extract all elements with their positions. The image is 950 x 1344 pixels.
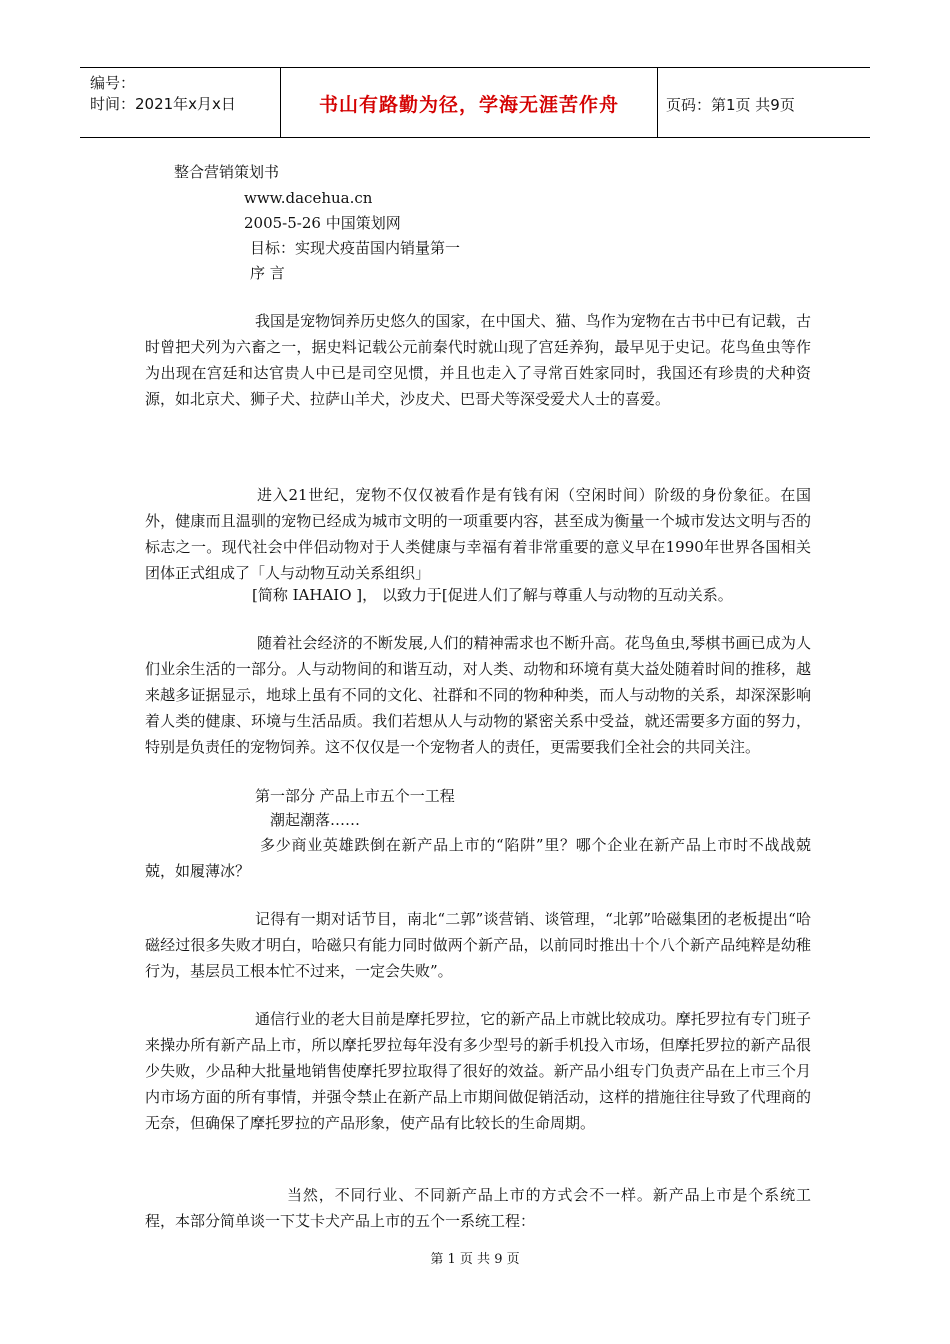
document-header	[80, 67, 870, 138]
motto-text: 书山有路勤为径，学海无涯苦作舟	[318, 94, 619, 116]
paragraph-4: 多少商业英雄跌倒在新产品上市的“陷阱”里？哪个企业在新产品上市时不战战兢兢，如履薄冰？	[145, 836, 811, 880]
paragraph-1: 我国是宠物饲养历史悠久的国家，在中国犬、猫、鸟作为宠物在古书中已有记载，古时曾把犬列为六畜之一，据史料记载公元前秦代时就山现了宫廷养狗，最早见于史记。花鸟鱼虫等作为出现在宫廷和达官贵人中已是司空见惯，并且也走入了寻常百姓家同时，我国还有珍贵的犬种资源，如北京犬、狮子犬、拉萨山羊犬，沙皮犬、巴哥犬等深受爱犬人士的喜爱。	[145, 312, 811, 408]
paragraph-7: 当然，不同行业、不同新产品上市的方式会不一样。新产品上市是个系统工程，本部分简单谈一下艾卡犬产品上市的五个一系统工程：	[145, 1186, 811, 1230]
paragraph-5: 记得有一期对话节目，南北“二郭”谈营销、谈管理，“北郭”哈磁集团的老板提出“哈磁经过很多失败才明白，哈磁只有能力同时做两个新产品，以前同时推出十个八个新产品纯粹是幼稚行为，基层员工根本忙不过来，一定会失败”。	[145, 910, 811, 980]
preface-heading: 序 言	[250, 264, 285, 282]
date-label: 时间：2021年x月x日	[90, 95, 236, 113]
part-one-heading: 第一部分 产品上市五个一工程	[255, 787, 455, 805]
header-info-cell	[80, 68, 281, 137]
number-label: 编号：	[90, 74, 136, 92]
subtitle: 潮起潮落……	[270, 811, 361, 829]
doc-source: 2005-5-26 中国策划网	[244, 214, 401, 232]
header-motto-cell	[281, 68, 658, 137]
paragraph-2-note: [简称 IAHAIO ]， 以致力于[促进人们了解与尊重人与动物的互动关系。	[252, 586, 733, 604]
paragraph-6: 通信行业的老大目前是摩托罗拉，它的新产品上市就比较成功。摩托罗拉有专门班子来操办所有新产品上市，所以摩托罗拉每年没有多少型号的新手机投入市场，但摩托罗拉的新产品很少失败，少品种大批量地销售使摩托罗拉取得了很好的效益。新产品小组专门负责产品在上市三个月内市场方面的所有事情，并强令禁止在新产品上市期间做促销活动，这样的措施往往导致了代理商的无奈，但确保了摩托罗拉的产品形象，使产品有比较长的生命周期。	[145, 1010, 811, 1132]
page-footer: 第 1 页 共 9 页	[430, 1252, 520, 1267]
paragraph-3: 随着社会经济的不断发展,人们的精神需求也不断升高。花鸟鱼虫,琴棋书画已成为人们业余生活的一部分。人与动物间的和谐互动，对人类、动物和环境有莫大益处随着时间的推移，越来越多证据显示，地球上虽有不同的文化、社群和不同的物种种类，而人与动物的关系，却深深影响着人类的健康、环境与生活品质。我们若想从人与动物的紧密关系中受益，就还需要多方面的努力，特别是负责任的宠物饲养。这不仅仅是一个宠物者人的责任，更需要我们全社会的共同关注。	[145, 634, 811, 756]
doc-title: 整合营销策划书	[174, 163, 280, 181]
doc-goal: 目标：实现犬疫苗国内销量第一	[250, 239, 461, 257]
page-info: 页码：第1页 共9页	[666, 96, 795, 114]
header-page-cell	[658, 68, 870, 137]
doc-url: www.dacehua.cn	[244, 189, 373, 207]
paragraph-2: 进入21世纪，宠物不仅仅被看作是有钱有闲（空闲时间）阶级的身份象征。在国外，健康而且温驯的宠物已经成为城市文明的一项重要内容，甚至成为衡量一个城市发达文明与否的标志之一。现代社会中伴侣动物对于人类健康与幸福有着非常重要的意义早在1990年世界各国相关团体正式组成了「人与动物互动关系组织」	[145, 486, 811, 582]
